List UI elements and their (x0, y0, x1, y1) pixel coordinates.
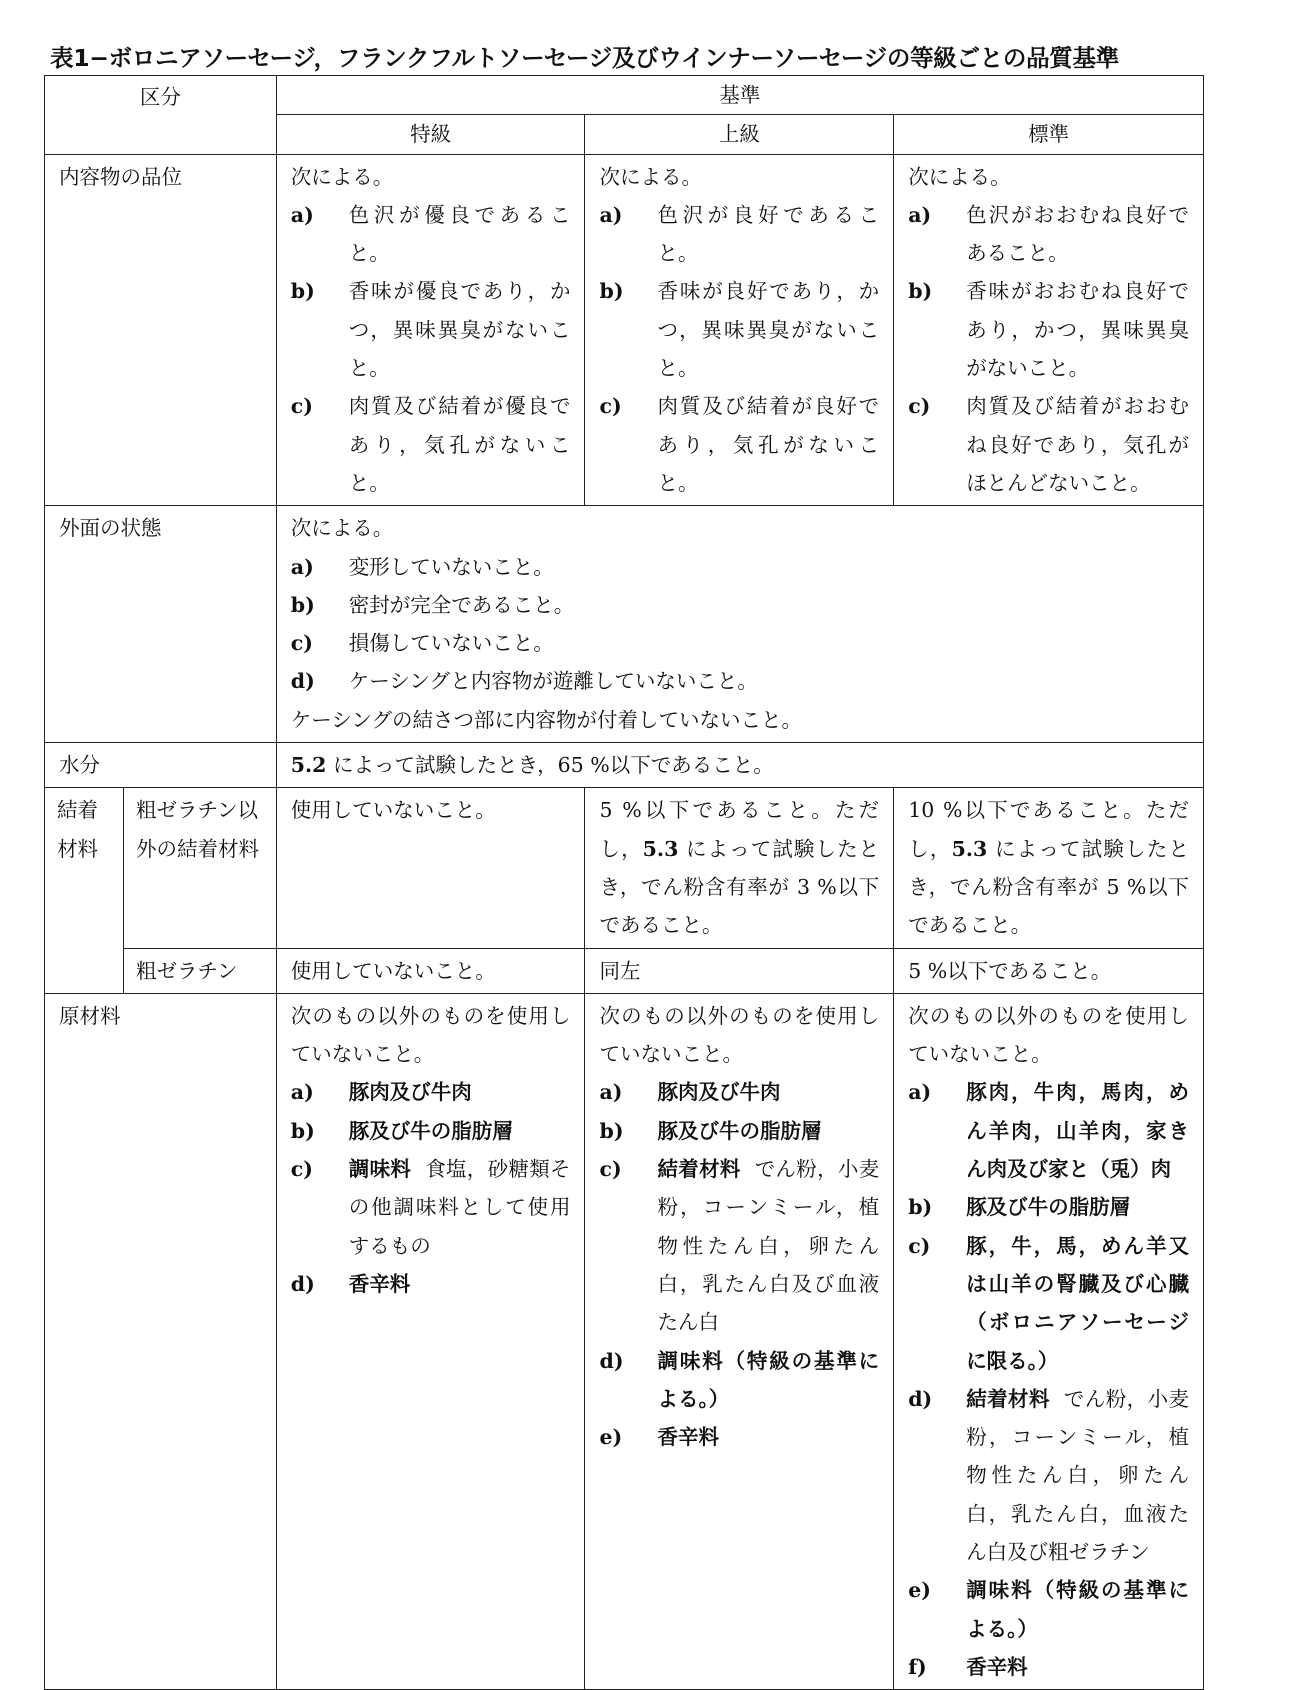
list-item (291, 1150, 571, 1265)
item-label: a) (290, 1080, 314, 1105)
list-item (291, 196, 571, 273)
intro-text: 次のもの以外のものを使用していないこと。 (599, 1003, 880, 1067)
list-item (599, 387, 879, 502)
header-grade-tokkyu: 特級 (276, 115, 585, 154)
item-key: 豚及び牛の脂肪層 (348, 1118, 513, 1143)
item-text: 肉質及び結着がおおむね良好であり，気孔がほとんどないこと。 (966, 394, 1189, 495)
item-text: でん粉，小麦粉，コーンミール，植物性たん白，卵たん白，乳たん白及び血液たん白 (657, 1157, 880, 1335)
exterior-row (45, 506, 1204, 743)
header-grade-hyojun: 標準 (894, 115, 1204, 154)
content-quality-hyojun (894, 154, 1204, 506)
item-key: 調味料（特級の基準による。） (966, 1578, 1189, 1641)
binder-other-row (45, 788, 1204, 948)
binder-label: 結着材料 (45, 788, 124, 993)
item-label: c) (599, 1157, 622, 1182)
item-text: ケーシングと内容物が遊離していないこと。 (348, 669, 758, 694)
item-key: 豚，牛，馬，めん羊又は山羊の腎臓及び心臓（ボロニアソーセージに限る。） (966, 1233, 1189, 1373)
moisture-row (45, 743, 1204, 788)
item-label: b) (290, 279, 315, 304)
item-key: 豚及び牛の脂肪層 (966, 1195, 1131, 1220)
table-title: 表1−ボロニアソーセージ，フランクフルトソーセージ及びウインナーソーセージの等級ごとの品質基準 (50, 44, 1119, 72)
clause-ref: 5.3 (951, 836, 988, 861)
item-text: 香味が良好であり，かつ，異味異臭がないこと。 (657, 279, 880, 381)
item-key: 香辛料 (966, 1654, 1028, 1679)
list-item (291, 548, 1189, 586)
intro-text: 次のもの以外のものを使用していないこと。 (908, 1003, 1189, 1067)
intro-text: 次のもの以外のものを使用していないこと。 (290, 1003, 571, 1067)
item-label: d) (290, 1271, 315, 1296)
list-item (908, 196, 1189, 273)
item-key: 結着材料 (966, 1386, 1050, 1411)
list-item (599, 1418, 879, 1456)
moisture-criteria (276, 743, 1203, 788)
item-label: a) (599, 1080, 623, 1105)
item-label: c) (599, 394, 622, 419)
materials-hyojun (894, 993, 1204, 1689)
item-label: a) (908, 1080, 932, 1105)
item-label: b) (290, 592, 315, 617)
item-text: 色沢がおおむね良好であること。 (966, 202, 1189, 266)
item-label: b) (290, 1118, 315, 1143)
list-item (908, 1227, 1189, 1380)
list-item (291, 586, 1189, 624)
binder-gelatin-label: 粗ゼラチン (124, 948, 277, 993)
item-label: c) (290, 1157, 313, 1182)
item-label: b) (599, 1118, 624, 1143)
item-key: 豚肉及び牛肉 (348, 1080, 472, 1105)
item-text: 肉質及び結着が優良であり，気孔がないこと。 (348, 394, 571, 495)
list-item (599, 1342, 879, 1419)
item-label: e) (599, 1425, 623, 1450)
item-key: 香辛料 (348, 1271, 411, 1296)
item-label: a) (599, 202, 623, 227)
header-grade-jokyu: 上級 (585, 115, 894, 154)
item-label: a) (290, 202, 314, 227)
intro-text: 次による。 (290, 164, 394, 189)
item-key: 豚肉，牛肉，馬肉，めん羊肉，山羊肉，家きん肉及び家と（兎）肉 (966, 1080, 1189, 1182)
item-label: d) (599, 1348, 624, 1373)
item-text: 色沢が良好であること。 (657, 202, 880, 266)
clause-ref: 5.2 (290, 753, 327, 778)
intro-text: 次による。 (290, 516, 394, 541)
header-kijun: 基準 (276, 76, 1203, 115)
item-text: 香味が優良であり，かつ，異味異臭がないこと。 (348, 279, 571, 381)
list-item (599, 196, 879, 273)
binder-text: によって試験したとき，でん粉含有率が 5 %以下であること。 (908, 836, 1189, 938)
item-label: c) (290, 394, 313, 419)
binder-text: 10 %以下であること。ただし， (908, 798, 1189, 861)
list-item (908, 272, 1189, 387)
materials-label: 原材料 (45, 993, 277, 1689)
binder-other-label: 粗ゼラチン以外の結着材料 (124, 788, 277, 948)
list-item (291, 662, 1189, 700)
item-label: e) (908, 1578, 931, 1603)
item-label: b) (908, 279, 933, 304)
list-item (291, 624, 1189, 662)
item-key: 調味料 (348, 1157, 412, 1182)
list-item (908, 1073, 1189, 1188)
binder-gelatin-tokkyu: 使用していないこと。 (276, 948, 585, 993)
list-item (908, 1188, 1189, 1226)
binder-gelatin-jokyu: 同左 (585, 948, 894, 993)
list-item (291, 1265, 571, 1303)
item-label: c) (908, 1233, 931, 1258)
binder-text: 5 %以下であること。ただし， (599, 798, 880, 861)
item-key: 豚及び牛の脂肪層 (657, 1118, 822, 1143)
binder-gelatin-row (45, 948, 1204, 993)
item-text: でん粉，小麦粉，コーンミール，植物性たん白，卵たん白，乳たん白，血液たん白及び粗ゼラチン (966, 1386, 1190, 1564)
list-item (291, 272, 571, 387)
item-label: a) (908, 202, 932, 227)
item-text: 損傷していないこと。 (348, 631, 554, 656)
materials-row (45, 993, 1204, 1689)
item-label: b) (599, 279, 624, 304)
list-item (599, 1150, 879, 1341)
item-key: 豚肉及び牛肉 (657, 1080, 781, 1105)
binder-other-jokyu (585, 788, 894, 948)
list-item (908, 1571, 1189, 1648)
item-text: 香味がおおむね良好であり，かつ，異味異臭がないこと。 (966, 279, 1189, 381)
content-quality-tokkyu (276, 154, 585, 506)
list-item (908, 387, 1189, 502)
list-item (291, 387, 571, 502)
item-label: d) (290, 669, 315, 694)
item-text: 色沢が優良であること。 (348, 202, 571, 266)
header-row-1 (45, 76, 1204, 115)
item-key: 結着材料 (657, 1157, 741, 1182)
materials-tokkyu (276, 993, 585, 1689)
item-key: 香辛料 (657, 1425, 719, 1450)
binder-other-tokkyu: 使用していないこと。 (276, 788, 585, 948)
intro-text: 次による。 (599, 164, 702, 189)
item-text: 変形していないこと。 (348, 554, 554, 579)
item-label: f) (908, 1654, 927, 1679)
clause-ref: 5.3 (642, 836, 679, 861)
binder-other-hyojun (894, 788, 1204, 948)
materials-jokyu (585, 993, 894, 1689)
binder-gelatin-hyojun: 5 %以下であること。 (894, 948, 1204, 993)
list-item (291, 1112, 571, 1150)
list-item (908, 1380, 1189, 1571)
item-text: 密封が完全であること。 (348, 592, 575, 617)
quality-standards-table (44, 75, 1204, 1690)
binder-text: によって試験したとき，でん粉含有率が 3 %以下であること。 (599, 836, 880, 938)
item-text: 肉質及び結着が良好であり，気孔がないこと。 (657, 394, 880, 495)
item-label: b) (908, 1195, 933, 1220)
list-item (291, 1073, 571, 1111)
item-label: d) (908, 1386, 933, 1411)
item-label: c) (908, 394, 931, 419)
content-quality-label: 内容物の品位 (45, 154, 277, 506)
item-text: 食塩，砂糖類その他調味料として使用するもの (348, 1157, 571, 1258)
moisture-label: 水分 (45, 743, 277, 788)
exterior-note: ケーシングの結さつ部に内容物が付着していないこと。 (290, 707, 802, 732)
moisture-text: によって試験したとき，65 %以下であること。 (326, 753, 774, 778)
exterior-criteria (276, 506, 1203, 743)
item-label: c) (290, 631, 313, 656)
content-quality-jokyu (585, 154, 894, 506)
header-kubun: 区分 (45, 76, 277, 155)
list-item (908, 1648, 1189, 1686)
content-quality-row (45, 154, 1204, 506)
list-item (599, 272, 879, 387)
item-key: 調味料（特級の基準による。） (657, 1348, 880, 1411)
list-item (599, 1073, 879, 1111)
exterior-label: 外面の状態 (45, 506, 277, 743)
intro-text: 次による。 (908, 164, 1011, 189)
list-item (599, 1112, 879, 1150)
item-label: a) (290, 554, 314, 579)
